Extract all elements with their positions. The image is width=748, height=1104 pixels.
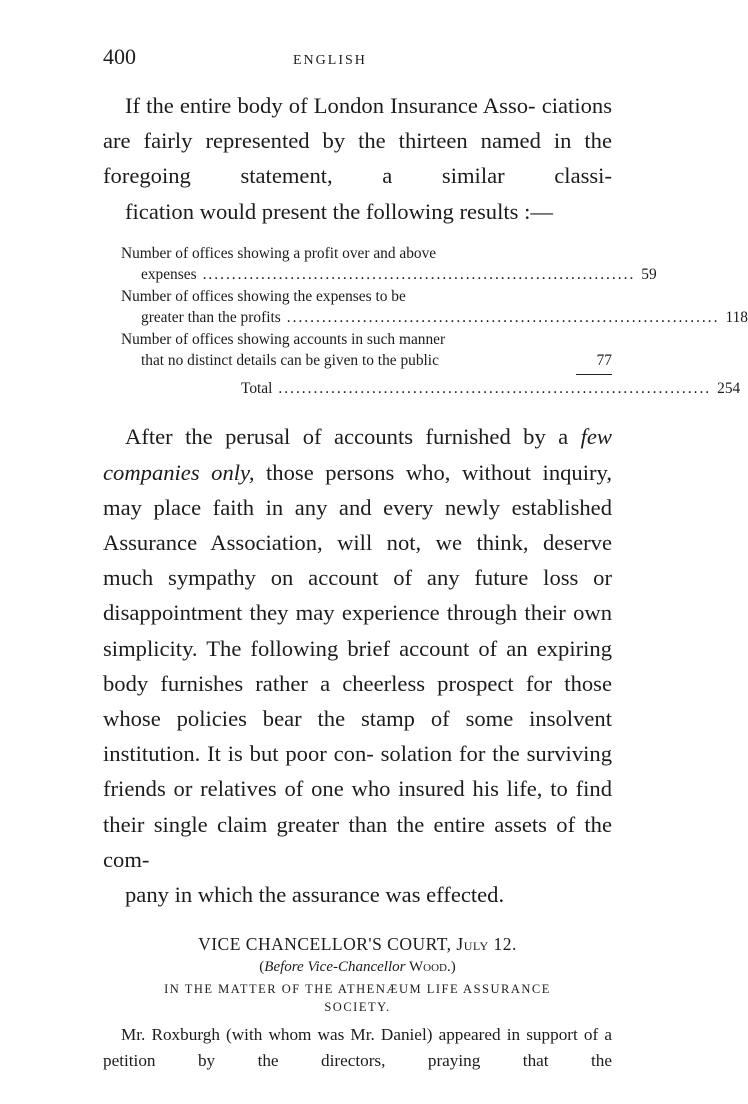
paragraph-2-line: pany in which the assurance was effected.: [125, 881, 505, 907]
table-row: [121, 307, 748, 329]
dot-leader: ..........................................................................: [286, 309, 720, 327]
italic-run: few: [580, 424, 612, 450]
paragraph-2-line: own simplicity. The following brief account of: [103, 600, 612, 661]
paragraph-1-line: named in the foregoing statement, a similar classi-: [103, 128, 612, 189]
text-run: those persons who, without inquiry,: [254, 459, 612, 485]
italic-run: companies only,: [103, 459, 255, 485]
paragraph-2-line: disappointment they may experience through their: [103, 600, 566, 626]
total-label: Total: [241, 379, 273, 397]
row-value: 118: [725, 309, 748, 327]
paragraph-2-line: Assurance Association, will not, we think, deserve: [103, 529, 612, 555]
row-label: greater than the profits: [141, 309, 281, 327]
court-heading: [103, 934, 612, 955]
row-value: 59: [641, 266, 657, 284]
row-value: 77: [596, 352, 612, 370]
court-date: July 12.: [456, 934, 517, 955]
paragraph-2-line: prospect for those whose policies bear the stamp: [103, 670, 613, 731]
court-name: VICE CHANCELLOR'S COURT,: [198, 934, 452, 955]
paragraph-2-line: of some insolvent institution. It is but poor con-: [103, 705, 612, 767]
paragraph-2-line: an expiring body furnishes rather a cheerless: [103, 635, 612, 696]
paragraph-1-line: If the entire body of London Insurance Asso-: [125, 93, 536, 118]
paragraph-2-line: much sympathy on account of any future loss or: [103, 565, 612, 591]
case-title-line: SOCIETY.: [324, 1000, 391, 1015]
paragraph-1-line: ciations are fairly represented by the thirteen: [103, 93, 612, 154]
case-title-line: IN THE MATTER OF THE ATHENÆUM LIFE ASSURANCE: [164, 982, 551, 997]
total-value: 254: [717, 379, 741, 397]
paragraph-2-line: one who insured his life, to find their single: [103, 776, 612, 837]
table-row: [121, 350, 612, 372]
paragraph-3-line: Mr. Roxburgh (with whom was Mr. Daniel) appeared in: [121, 1025, 521, 1045]
table-row: [121, 286, 612, 308]
row-label: Number of offices showing the expenses to be: [121, 287, 406, 305]
row-label: Number of offices showing accounts in such manner: [121, 330, 446, 348]
paragraph-2: [103, 419, 612, 912]
row-label: Number of offices showing a profit over and above: [121, 244, 437, 262]
table-row: [121, 329, 612, 351]
total-row: [121, 378, 741, 400]
offices-table: [121, 243, 748, 400]
table-row: [121, 264, 657, 286]
paragraph-2-line: claim greater than the entire assets of the com-: [103, 811, 612, 872]
dot-leader: ..........................................................................: [278, 379, 712, 397]
paragraph-2-line: [103, 460, 612, 485]
judge-name: Wood.): [405, 959, 456, 976]
paragraph-3-line: support of a petition by the directors, praying that the: [103, 1025, 613, 1071]
running-head: ENGLISH: [293, 53, 367, 68]
paragraph-2-line: solation for the surviving friends or relatives of: [103, 741, 612, 802]
table-row: [121, 243, 612, 265]
row-label: that no distinct details can be given to the public: [141, 352, 439, 370]
paragraph-2-line: [125, 424, 612, 449]
paragraph-1: [103, 88, 612, 229]
italic-run: Before Vice-Chancellor: [264, 959, 406, 976]
paragraph-3: [103, 1022, 612, 1074]
paragraph-1-line: fication would present the following results :—: [125, 198, 553, 224]
paragraph-2-line: may place faith in any and every newly established: [103, 494, 612, 520]
before-judge: [103, 959, 612, 976]
row-label: expenses: [141, 266, 197, 284]
dot-leader: ..........................................................................: [202, 266, 636, 284]
page-number: 400: [103, 44, 136, 69]
case-title: [103, 980, 612, 1016]
text-run: (: [259, 959, 265, 976]
page-header: [103, 44, 612, 74]
text-run: After the perusal of accounts furnished by a: [125, 424, 581, 450]
